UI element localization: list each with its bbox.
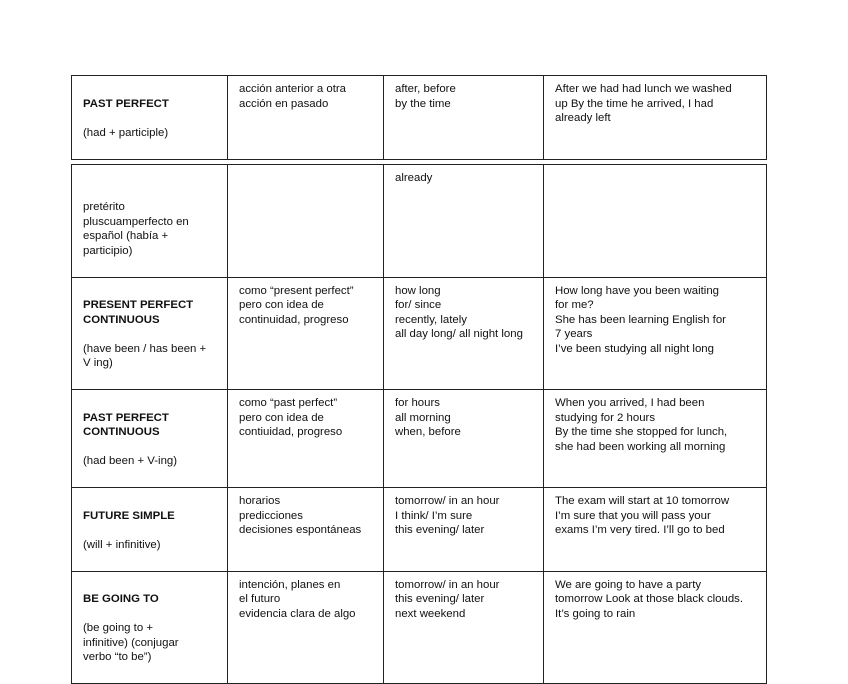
- use-cell: [228, 165, 384, 278]
- use-cell: intención, planes en el futuro evidencia clara de algo: [228, 571, 384, 684]
- use-cell: como “present perfect” pero con idea de continuidad, progreso: [228, 277, 384, 390]
- table-row: [72, 277, 767, 390]
- markers-cell: tomorrow/ in an hour this evening/ later next weekend: [384, 571, 544, 684]
- tense-form: (will + infinitive): [83, 538, 161, 551]
- examples-cell: When you arrived, I had been studying for 2 hours By the time she stopped for lunch, she had been working all morning: [544, 390, 767, 488]
- examples-cell: We are going to have a party tomorrow Look at those black clouds. It’s going to rain: [544, 571, 767, 684]
- tense-cell: [72, 488, 228, 572]
- table-row: [72, 390, 767, 488]
- tense-name: BE GOING TO: [83, 593, 159, 605]
- tense-cell: [72, 277, 228, 390]
- markers-cell: tomorrow/ in an hour I think/ I’m sure this evening/ later: [384, 488, 544, 572]
- markers-cell: for hours all morning when, before: [384, 390, 544, 488]
- tense-cell: [72, 76, 228, 160]
- tense-form: (had been + V-ing): [83, 455, 178, 467]
- use-cell: como “past perfect” pero con idea de contiuidad, progreso: [228, 390, 384, 488]
- grammar-table-main: [71, 164, 767, 684]
- examples-cell: The exam will start at 10 tomorrow I’m sure that you will pass your exams I’m very tired. I’ll go to bed: [544, 488, 767, 572]
- tense-form: (have been / has been + V ing): [83, 342, 207, 369]
- grammar-table-top: [71, 75, 767, 160]
- tense-name: PAST PERFECT: [83, 97, 169, 110]
- table-row: [72, 76, 767, 160]
- table-row: [72, 571, 767, 684]
- examples-cell: After we had had lunch we washed up By the time he arrived, I had already left: [544, 76, 767, 160]
- table-row: [72, 488, 767, 572]
- examples-cell: [544, 165, 767, 278]
- tense-form: (be going to + infinitive) (conjugar verbo “to be”): [83, 622, 179, 663]
- tense-name: FUTURE SIMPLE: [83, 509, 175, 522]
- markers-cell: after, before by the time: [384, 76, 544, 160]
- use-cell: acción anterior a otra acción en pasado: [228, 76, 384, 160]
- markers-cell: how long for/ since recently, lately all day long/ all night long: [384, 277, 544, 390]
- examples-cell: How long have you been waiting for me? She has been learning English for 7 years I’ve been studying all night long: [544, 277, 767, 390]
- table-row: [72, 165, 767, 278]
- tense-form: (had + participle): [83, 126, 169, 139]
- tense-name: PRESENT PERFECT CONTINUOUS: [83, 299, 194, 326]
- tense-cell: [72, 571, 228, 684]
- tense-name: PAST PERFECT CONTINUOUS: [83, 411, 169, 438]
- markers-cell: already: [384, 165, 544, 278]
- tense-cell: [72, 165, 228, 278]
- tense-form: pretérito pluscuamperfecto en español (había + participio): [83, 201, 189, 257]
- use-cell: horarios predicciones decisiones espontáneas: [228, 488, 384, 572]
- tense-cell: [72, 390, 228, 488]
